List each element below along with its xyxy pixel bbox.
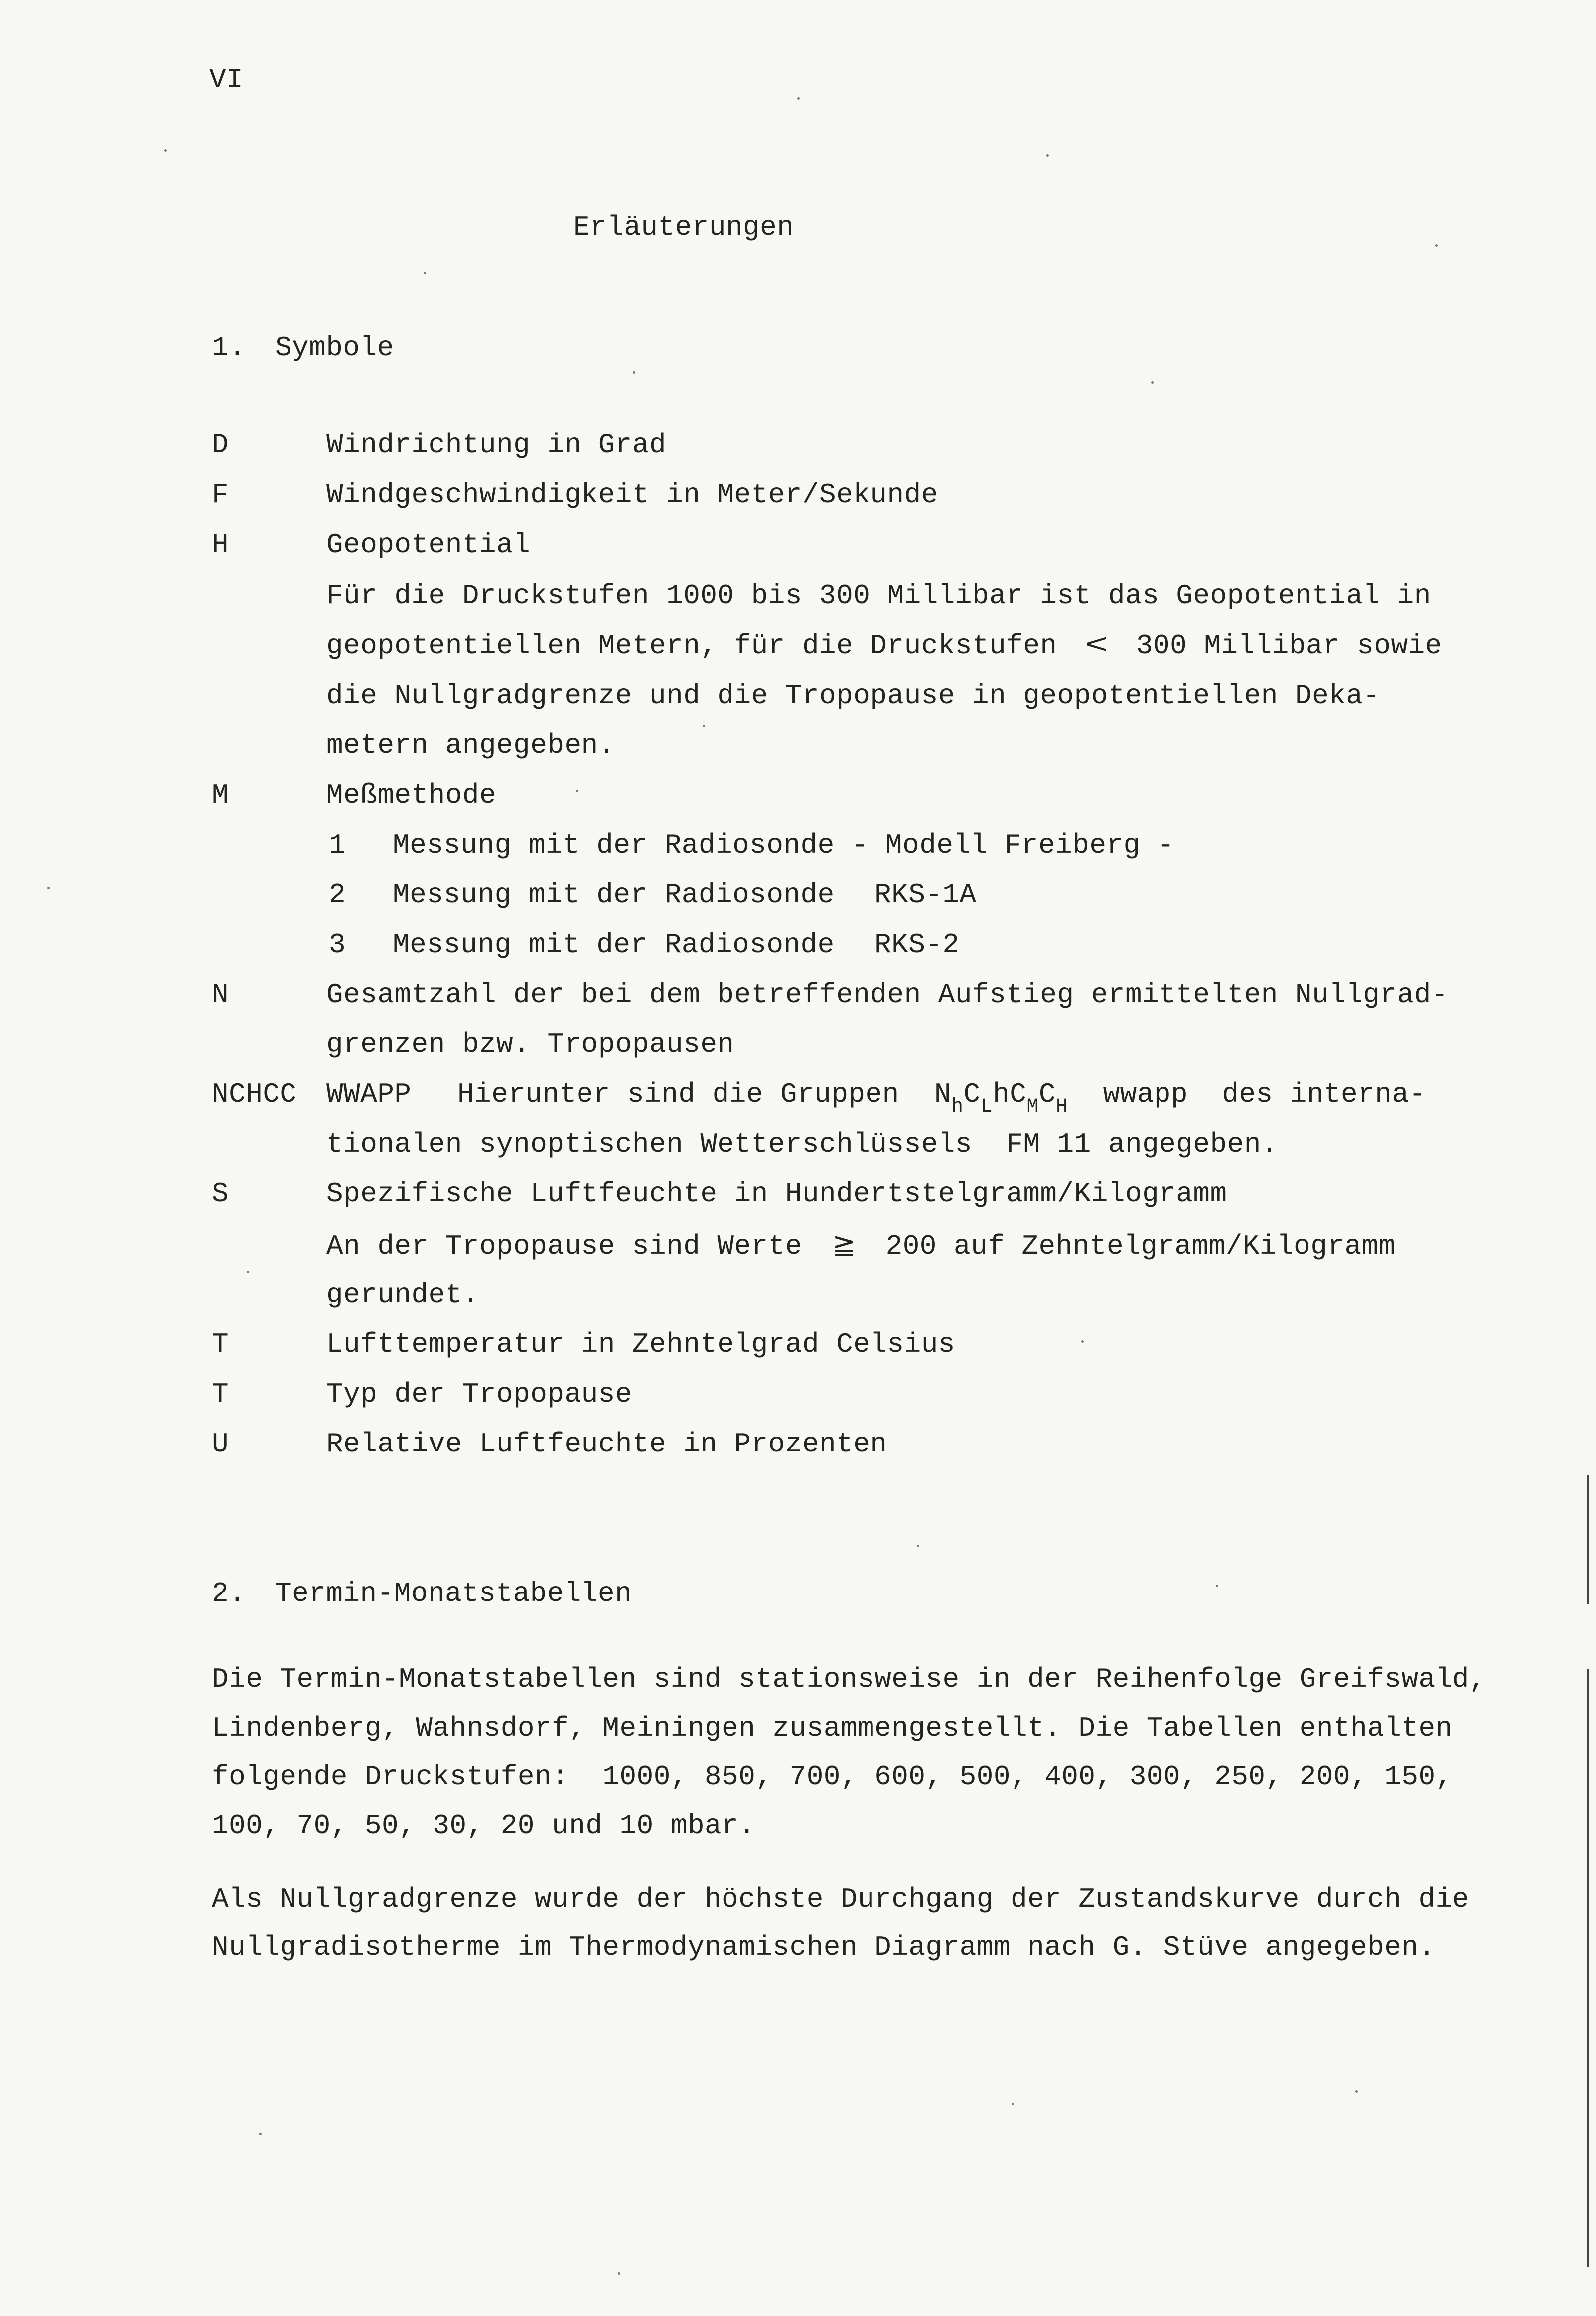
h-line-2 bbox=[326, 632, 1442, 660]
method-1-number: 1 bbox=[329, 829, 346, 861]
scan-speck bbox=[164, 149, 167, 152]
scan-speck bbox=[1081, 1340, 1084, 1343]
symbol-code-t-temp: T bbox=[212, 1328, 229, 1360]
nchcc-lead: Hierunter sind die Gruppen bbox=[457, 1078, 899, 1110]
symbol-desc-f: Windgeschwindigkeit in Meter/Sekunde bbox=[326, 479, 938, 511]
symbol-desc-m: Meßmethode bbox=[326, 779, 497, 811]
binding-edge bbox=[1587, 1475, 1589, 1604]
nchcc-tail: wwapp des interna- bbox=[1103, 1078, 1426, 1110]
method-2-number: 2 bbox=[329, 879, 346, 911]
scan-speck bbox=[917, 1545, 919, 1547]
method-3-model: RKS-2 bbox=[874, 929, 960, 961]
scan-speck bbox=[1046, 154, 1049, 157]
n-line-2: grenzen bzw. Tropopausen bbox=[326, 1028, 734, 1060]
nchcc-line-2: tionalen synoptischen Wetterschlüssels FM 11 angegeben. bbox=[326, 1128, 1278, 1160]
scan-speck bbox=[633, 371, 635, 374]
symbol-desc-u: Relative Luftfeuchte in Prozenten bbox=[326, 1428, 887, 1460]
symbol-desc-h: Geopotential bbox=[326, 529, 531, 561]
scan-speck bbox=[1355, 2090, 1358, 2093]
symbol-desc-n: Gesamtzahl der bei dem betreffenden Aufstieg ermittelten Nullgrad- bbox=[326, 979, 1448, 1011]
symbol-desc-wwapp: WWAPP bbox=[326, 1078, 412, 1110]
scan-speck bbox=[47, 887, 50, 889]
greater-equal-symbol: ≧ bbox=[832, 1228, 856, 1261]
s-line-2-a: An der Tropopause sind Werte bbox=[326, 1230, 802, 1262]
h-line-1: Für die Druckstufen 1000 bis 300 Millibar ist das Geopotential in bbox=[326, 580, 1431, 612]
h-line-2-b: 300 Millibar sowie bbox=[1136, 630, 1442, 662]
scan-speck bbox=[1216, 1585, 1218, 1587]
h-line-2-a: geopotentiellen Metern, für die Druckstufen bbox=[326, 630, 1057, 662]
symbol-code-u: U bbox=[212, 1428, 229, 1460]
scan-speck bbox=[1151, 381, 1154, 384]
scan-speck bbox=[247, 1271, 249, 1273]
scan-speck bbox=[576, 790, 578, 792]
nchcc-line-1 bbox=[457, 1078, 1426, 1118]
method-3-text: Messung mit der Radiosonde bbox=[393, 929, 835, 961]
symbol-code-d: D bbox=[212, 429, 229, 461]
scan-speck bbox=[618, 2272, 620, 2275]
cloud-group-code: $N_hC_LhC_MC_H$ bbox=[934, 1078, 1068, 1118]
page-number: VI bbox=[209, 64, 244, 96]
scan-speck bbox=[259, 2133, 262, 2135]
para1-line-4: 100, 70, 50, 30, 20 und 10 mbar. bbox=[212, 1810, 756, 1842]
para1-line-1: Die Termin-Monatstabellen sind stationsweise in der Reihenfolge Greifswald, bbox=[212, 1663, 1486, 1695]
s-line-2-b: 200 auf Zehntelgramm/Kilogramm bbox=[885, 1230, 1396, 1262]
page-title: Erläuterungen bbox=[573, 211, 794, 243]
symbol-desc-t-type: Typ der Tropopause bbox=[326, 1378, 632, 1410]
h-line-3: die Nullgradgrenze und die Tropopause in geopotentiellen Deka- bbox=[326, 680, 1380, 712]
symbol-code-m: M bbox=[212, 779, 229, 811]
method-3-number: 3 bbox=[329, 929, 346, 961]
method-2-text: Messung mit der Radiosonde bbox=[393, 879, 835, 911]
scan-speck bbox=[703, 725, 705, 727]
binding-edge bbox=[1587, 1669, 1589, 2267]
symbol-code-h: H bbox=[212, 529, 229, 561]
para2-line-1: Als Nullgradgrenze wurde der höchste Durchgang der Zustandskurve durch die bbox=[212, 1883, 1469, 1915]
scan-speck bbox=[1435, 244, 1438, 247]
section-2-heading: Termin-Monatstabellen bbox=[275, 1578, 632, 1609]
symbol-desc-s: Spezifische Luftfeuchte in Hundertstelgramm/Kilogramm bbox=[326, 1178, 1227, 1210]
symbol-desc-t-temp: Lufttemperatur in Zehntelgrad Celsius bbox=[326, 1328, 955, 1360]
h-line-4: metern angegeben. bbox=[326, 729, 615, 761]
section-2-number: 2. bbox=[212, 1578, 246, 1609]
symbol-code-nchcc: NCHCC bbox=[212, 1078, 297, 1110]
scan-speck bbox=[1012, 2103, 1014, 2105]
symbol-code-n: N bbox=[212, 979, 229, 1011]
symbol-desc-d: Windrichtung in Grad bbox=[326, 429, 667, 461]
para1-line-2: Lindenberg, Wahnsdorf, Meiningen zusammengestellt. Die Tabellen enthalten bbox=[212, 1712, 1452, 1744]
symbol-code-t-type: T bbox=[212, 1378, 229, 1410]
symbol-code-f: F bbox=[212, 479, 229, 511]
para2-line-2: Nullgradisotherme im Thermodynamischen Diagramm nach G. Stüve angegeben. bbox=[212, 1931, 1436, 1963]
para1-line-3: folgende Druckstufen: 1000, 850, 700, 600, 500, 400, 300, 250, 200, 150, bbox=[212, 1761, 1452, 1793]
method-1-text: Messung mit der Radiosonde - Modell Freiberg - bbox=[393, 829, 1174, 861]
scan-speck bbox=[797, 97, 800, 100]
s-line-2 bbox=[326, 1228, 1396, 1262]
method-2-model: RKS-1A bbox=[874, 879, 977, 911]
less-than-symbol: < bbox=[1084, 630, 1109, 662]
section-1-heading: Symbole bbox=[275, 332, 394, 364]
s-line-3: gerundet. bbox=[326, 1279, 479, 1310]
symbol-code-s: S bbox=[212, 1178, 229, 1210]
section-1-number: 1. bbox=[212, 332, 246, 364]
scan-speck bbox=[424, 272, 426, 274]
